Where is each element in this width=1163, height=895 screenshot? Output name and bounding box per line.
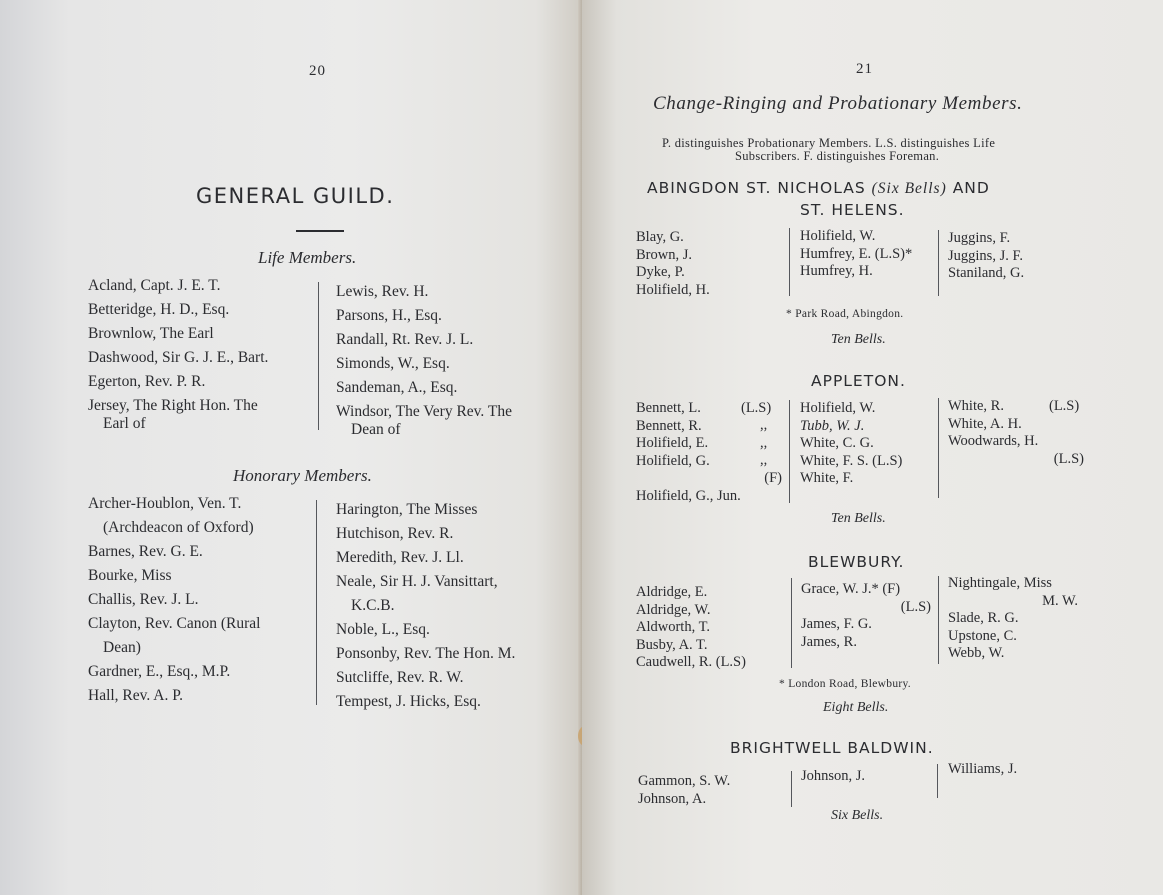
life-member: Lewis, Rev. H. (336, 283, 429, 300)
honorary-member: Noble, L., Esq. (336, 621, 430, 638)
member: Busby, A. T. (636, 636, 708, 653)
life-member: Windsor, The Very Rev. The (336, 403, 512, 420)
legend-line-2: Subscribers. F. distinguishes Foreman. (735, 149, 940, 163)
member: Staniland, G. (948, 265, 1025, 281)
member: White, F. S. (L.S) (800, 452, 903, 469)
honorary-members-heading: Honorary Members. (233, 466, 372, 485)
honorary-member: Neale, Sir H. J. Vansittart, (336, 573, 498, 590)
blewbury-col3 (948, 575, 1078, 663)
life-member: Acland, Capt. J. E. T. (88, 277, 221, 294)
brightwell-col2 (801, 768, 865, 786)
life-member-continued: Dean of (351, 421, 401, 438)
member: Upstone, C. (948, 627, 1017, 644)
member: Slade, R. G. (948, 610, 1019, 626)
member: Dyke, P. (636, 264, 685, 280)
abingdon-heading-bells: (Six Bells) (871, 180, 947, 197)
member: Johnson, A. (638, 790, 707, 807)
abingdon-divider-2 (938, 230, 939, 296)
member: Holifield, W. (800, 400, 876, 416)
honorary-member: Barnes, Rev. G. E. (88, 543, 203, 560)
member-mark: ,, (760, 452, 768, 468)
honorary-member-continued: K.C.B. (351, 597, 395, 614)
member: Bennett, L. (636, 400, 701, 416)
member: Humfrey, E. (L.S)* (800, 245, 913, 262)
member: White, F. (800, 470, 854, 486)
life-member: Jersey, The Right Hon. The (88, 397, 258, 414)
abingdon-heading-name: ABINGDON ST. NICHOLAS (647, 179, 866, 197)
member: Woodwards, H. (948, 433, 1039, 449)
life-members-col2 (336, 280, 512, 436)
life-member: Sandeman, A., Esq. (336, 379, 458, 396)
member: Webb, W. (948, 645, 1005, 661)
brightwell-col1 (638, 773, 730, 808)
appleton-bells: Ten Bells. (831, 511, 886, 526)
member: Nightingale, Miss (948, 575, 1052, 591)
appleton-col1 (636, 400, 782, 505)
appleton-divider-2 (938, 398, 939, 498)
member: James, R. (801, 633, 857, 650)
honorary-members-col1 (88, 492, 260, 708)
blewbury-col1 (636, 584, 746, 672)
member-mark: ,, (760, 435, 768, 451)
life-member: Betteridge, H. D., Esq. (88, 301, 230, 318)
member: Holifield, E. (636, 435, 709, 451)
member: White, R. (948, 398, 1004, 414)
member: Bennett, R. (636, 417, 702, 434)
appleton-col2 (800, 400, 902, 488)
abingdon-col2 (800, 228, 912, 281)
change-ringing-title: Change-Ringing and Probationary Members. (653, 93, 1023, 114)
abingdon-divider-1 (789, 228, 790, 296)
abingdon-heading-and: AND (952, 179, 990, 197)
member: Brown, J. (636, 246, 692, 263)
life-member: Parsons, H., Esq. (336, 307, 442, 324)
blewbury-divider-2 (938, 576, 939, 664)
abingdon-footnote: * Park Road, Abingdon. (786, 308, 904, 320)
brightwell-heading: BRIGHTWELL BALDWIN. (730, 739, 934, 757)
left-page-number: 20 (309, 63, 326, 79)
honorary-member: Sutcliffe, Rev. R. W. (336, 669, 464, 686)
life-members-divider (318, 282, 319, 430)
member-mark: (L.S) (1053, 450, 1084, 467)
member: Holifield, H. (636, 281, 710, 298)
member: White, A. H. (948, 415, 1022, 432)
appleton-col3 (948, 398, 1084, 468)
honorary-member: Gardner, E., Esq., M.P. (88, 663, 231, 680)
life-member: Egerton, Rev. P. R. (88, 373, 206, 390)
honorary-member: Harington, The Misses (336, 501, 478, 518)
right-page-number: 21 (856, 61, 873, 77)
member: Holifield, G., Jun. (636, 487, 741, 504)
honorary-members-col2 (336, 498, 515, 714)
life-member-continued: Earl of (103, 415, 146, 432)
life-member: Simonds, W., Esq. (336, 355, 450, 372)
life-member: Randall, Rt. Rev. J. L. (336, 331, 474, 348)
abingdon-heading (647, 179, 990, 198)
blewbury-heading: BLEWBURY. (808, 553, 905, 571)
legend-line-1: P. distinguishes Probationary Members. L.S. distinguishes Life (662, 136, 996, 150)
life-members-col1 (88, 274, 268, 430)
honorary-members-divider (316, 500, 317, 705)
abingdon-col1 (636, 229, 710, 299)
blewbury-divider-1 (791, 578, 792, 668)
honorary-member: Meredith, Rev. J. Ll. (336, 549, 464, 566)
member: Johnson, J. (801, 768, 866, 784)
honorary-member: Challis, Rev. J. L. (88, 591, 199, 608)
appleton-heading: APPLETON. (811, 372, 906, 390)
member: Aldridge, E. (636, 584, 708, 600)
honorary-member: Archer-Houblon, Ven. T. (88, 495, 242, 512)
member: Juggins, F. (948, 230, 1011, 246)
member: Aldworth, T. (636, 619, 710, 635)
member: Gammon, S. W. (638, 773, 731, 789)
honorary-member: Tempest, J. Hicks, Esq. (336, 693, 481, 710)
honorary-member: Hall, Rev. A. P. (88, 687, 184, 704)
abingdon-heading-line2: ST. HELENS. (800, 201, 905, 219)
life-members-heading: Life Members. (258, 248, 357, 267)
honorary-member: Clayton, Rev. Canon (Rural (88, 615, 261, 632)
member: Grace, W. J.* (F) (801, 581, 901, 597)
brightwell-divider-1 (791, 771, 792, 807)
member-mark: ,, (760, 417, 768, 433)
member: Blay, G. (636, 229, 684, 245)
honorary-member-continued: Dean) (103, 639, 141, 656)
member: Humfrey, H. (800, 263, 873, 279)
blewbury-col2 (801, 581, 933, 651)
honorary-member: Bourke, Miss (88, 567, 172, 584)
member: Caudwell, R. (L.S) (636, 654, 746, 670)
member: James, F. G. (801, 616, 872, 632)
member-mark: (L.S) (741, 400, 772, 416)
abingdon-col3 (948, 230, 1024, 283)
right-page (582, 0, 1163, 895)
member: White, C. G. (800, 435, 874, 451)
title-rule (296, 230, 344, 232)
brightwell-divider-2 (937, 764, 938, 798)
member-continued: M. W. (1042, 592, 1078, 609)
abingdon-bells: Ten Bells. (831, 332, 886, 347)
blewbury-footnote: * London Road, Blewbury. (779, 678, 911, 690)
member: Holifield, W. (800, 228, 876, 244)
member: Juggins, J. F. (948, 247, 1023, 264)
member-mark: (L.S) (900, 598, 931, 615)
honorary-member-continued: (Archdeacon of Oxford) (103, 519, 254, 536)
appleton-divider-1 (789, 400, 790, 503)
honorary-member: Ponsonby, Rev. The Hon. M. (336, 645, 516, 662)
blewbury-bells: Eight Bells. (823, 700, 889, 715)
life-member: Brownlow, The Earl (88, 325, 214, 342)
brightwell-col3 (948, 761, 1017, 779)
general-guild-title: GENERAL GUILD. (196, 184, 395, 208)
brightwell-bells: Six Bells. (831, 808, 884, 823)
honorary-member: Hutchison, Rev. R. (336, 525, 454, 542)
member-mark: (L.S) (1049, 398, 1080, 414)
life-member: Dashwood, Sir G. J. E., Bart. (88, 349, 269, 366)
member-mark: (F) (764, 470, 782, 486)
member: Williams, J. (948, 761, 1018, 777)
member: Holifield, G. (636, 452, 710, 469)
member: Aldridge, W. (636, 601, 711, 618)
member-probationary: Tubb, W. J. (800, 417, 865, 434)
